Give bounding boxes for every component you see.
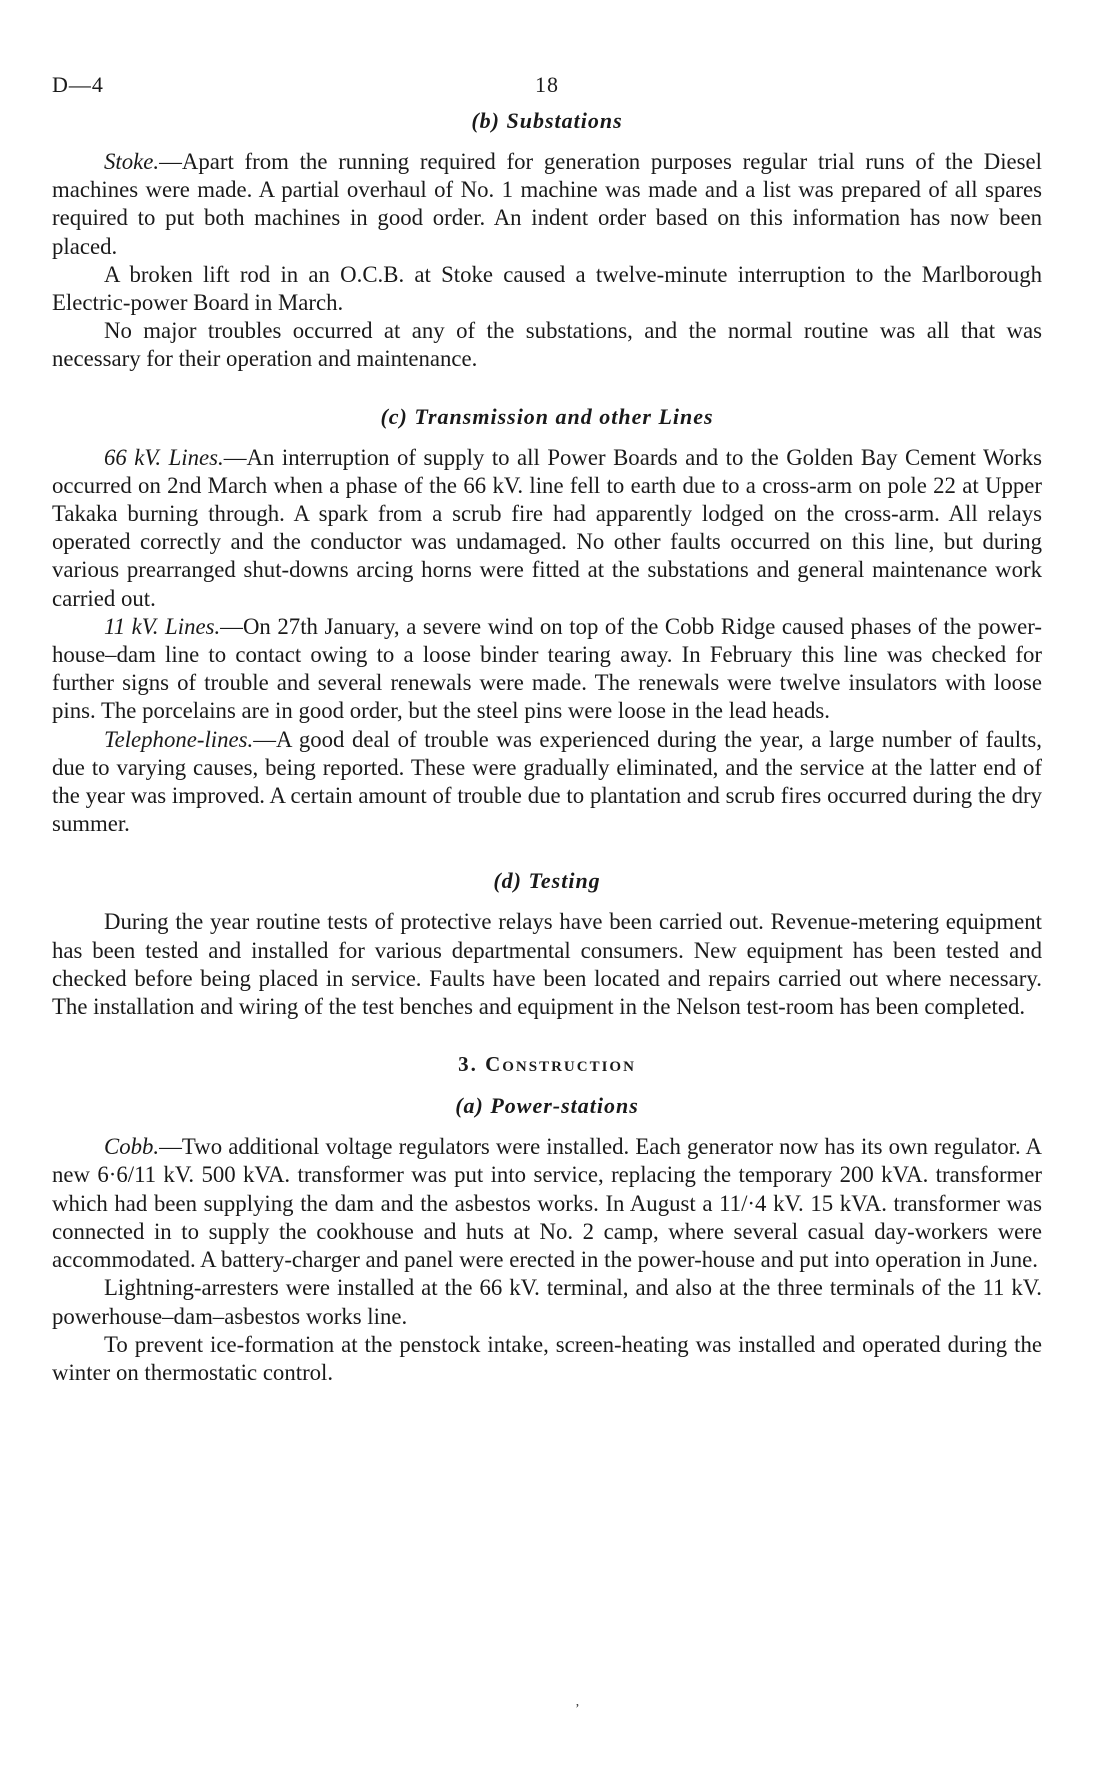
paragraph-telephone-lines — [52, 726, 1042, 839]
section-title: Transmission and other Lines — [414, 403, 714, 429]
document-page — [52, 72, 1042, 1387]
runin-heading: Stoke. — [104, 149, 160, 174]
paragraph-text: No major troubles occurred at any of the substations, and the normal routine was all that was necessary for their operation and maintenance. — [52, 318, 1042, 372]
section-number: 3. — [458, 1052, 478, 1077]
paragraph-text: Lightning-arresters were installed at the 66 kV. terminal, and also at the three terminals of the 11 kV. powerhouse–dam–asbestos works line. — [52, 1275, 1042, 1329]
paragraph-text: —An interruption of supply to all Power Boards and to the Golden Bay Cement Works occurred on 2nd March when a phase of the 66 kV. line fell to earth due to a cross-arm on pole 22 at Upper Takaka burning through. A spark from a scrub fire had apparently lodged on the cross-arm. All relays operated correctly and the conductor was undamaged. No other faults occurred on this line, but during various prearranged shut-downs arcing horns were fitted at the substations and general maintenance work carried out. — [52, 444, 1042, 611]
major-heading-construction — [52, 1049, 1042, 1079]
runin-heading: 11 kV. Lines. — [104, 613, 221, 639]
runin-heading: 66 kV. Lines. — [104, 444, 224, 470]
section-label: (c) — [380, 403, 408, 429]
section-heading-transmission — [52, 402, 1042, 432]
section-label: (a) — [455, 1093, 484, 1119]
paragraph-text: —On 27th January, a severe wind on top of the Cobb Ridge caused phases of the power-house–dam line to contact owing to a loose binder tearing away. In February this line was checked for further signs of trouble and several renewals were made. The renewals were twelve insulators with loose pins. The porcelains are in good order, but the steel pins were loose in the lead heads. — [52, 613, 1042, 724]
section-title: Power-stations — [490, 1093, 639, 1119]
paragraph-66kv-lines — [52, 444, 1042, 613]
paragraph-11kv-lines — [52, 613, 1042, 726]
page-number: 18 — [535, 72, 559, 97]
section-title: Testing — [528, 868, 601, 894]
section-title: Substations — [506, 108, 623, 133]
paragraph-lightning-arresters — [52, 1274, 1042, 1330]
paragraph-text: —A good deal of trouble was experienced during the year, a large number of faults, due to varying causes, being reported. These were gradually eliminated, and the service at the latter end of the year was improved. A certain amount of trouble due to plantation and scrub fires occurred during the dry summer. — [52, 726, 1042, 837]
paragraph-text: To prevent ice-formation at the penstock intake, screen-heating was installed and operated during the winter on thermostatic control. — [52, 1331, 1042, 1385]
paragraph-no-major-troubles — [52, 317, 1042, 373]
paragraph-text: During the year routine tests of protective relays have been carried out. Revenue-metering equipment has been tested and installed for various departmental consumers. New equipment has been tested and checked before being placed in service. Faults have been located and repairs carried out where necessary. The installation and wiring of the test benches and equipment in the Nelson test-room has been completed. — [52, 909, 1042, 1020]
section-label: (b) — [471, 108, 500, 133]
running-header — [52, 72, 1042, 106]
paragraph-ice-formation — [52, 1331, 1042, 1387]
paragraph-text: —Two additional voltage regulators were installed. Each generator now has its own regulator. A new 6·6/11 kV. 500 kVA. transformer was put into service, replacing the temporary 200 kVA. transformer which had been supplying the dam and the asbestos works. In August a 11/·4 kV. 15 kVA. transformer was connected in to supply the cookhouse and huts at No. 2 camp, where several casual day-workers were accommodated. A battery-charger and panel were erected in the power-house and put into operation in June. — [52, 1134, 1042, 1273]
stray-print-mark: ʼ — [575, 1702, 580, 1717]
section-heading-substations — [52, 106, 1042, 136]
runin-heading: Cobb. — [104, 1134, 160, 1160]
section-label: (d) — [493, 868, 522, 894]
document-reference: D—4 — [52, 72, 104, 97]
section-title: Construction — [485, 1052, 636, 1077]
paragraph-stoke — [52, 148, 1042, 261]
section-heading-power-stations — [52, 1091, 1042, 1121]
paragraph-text: —Apart from the running required for generation purposes regular trial runs of the Diesel machines were made. A partial overhaul of No. 1 machine was made and a list was prepared of all spares required to put both machines in good order. An indent order based on this information has now been placed. — [52, 149, 1042, 259]
runin-heading: Telephone-lines. — [104, 726, 254, 752]
paragraph-ocb-interruption — [52, 261, 1042, 317]
paragraph-cobb — [52, 1133, 1042, 1274]
section-heading-testing — [52, 866, 1042, 896]
paragraph-text: A broken lift rod in an O.C.B. at Stoke caused a twelve-minute interruption to the Marlborough Electric-power Board in March. — [52, 261, 1042, 316]
paragraph-testing — [52, 908, 1042, 1021]
